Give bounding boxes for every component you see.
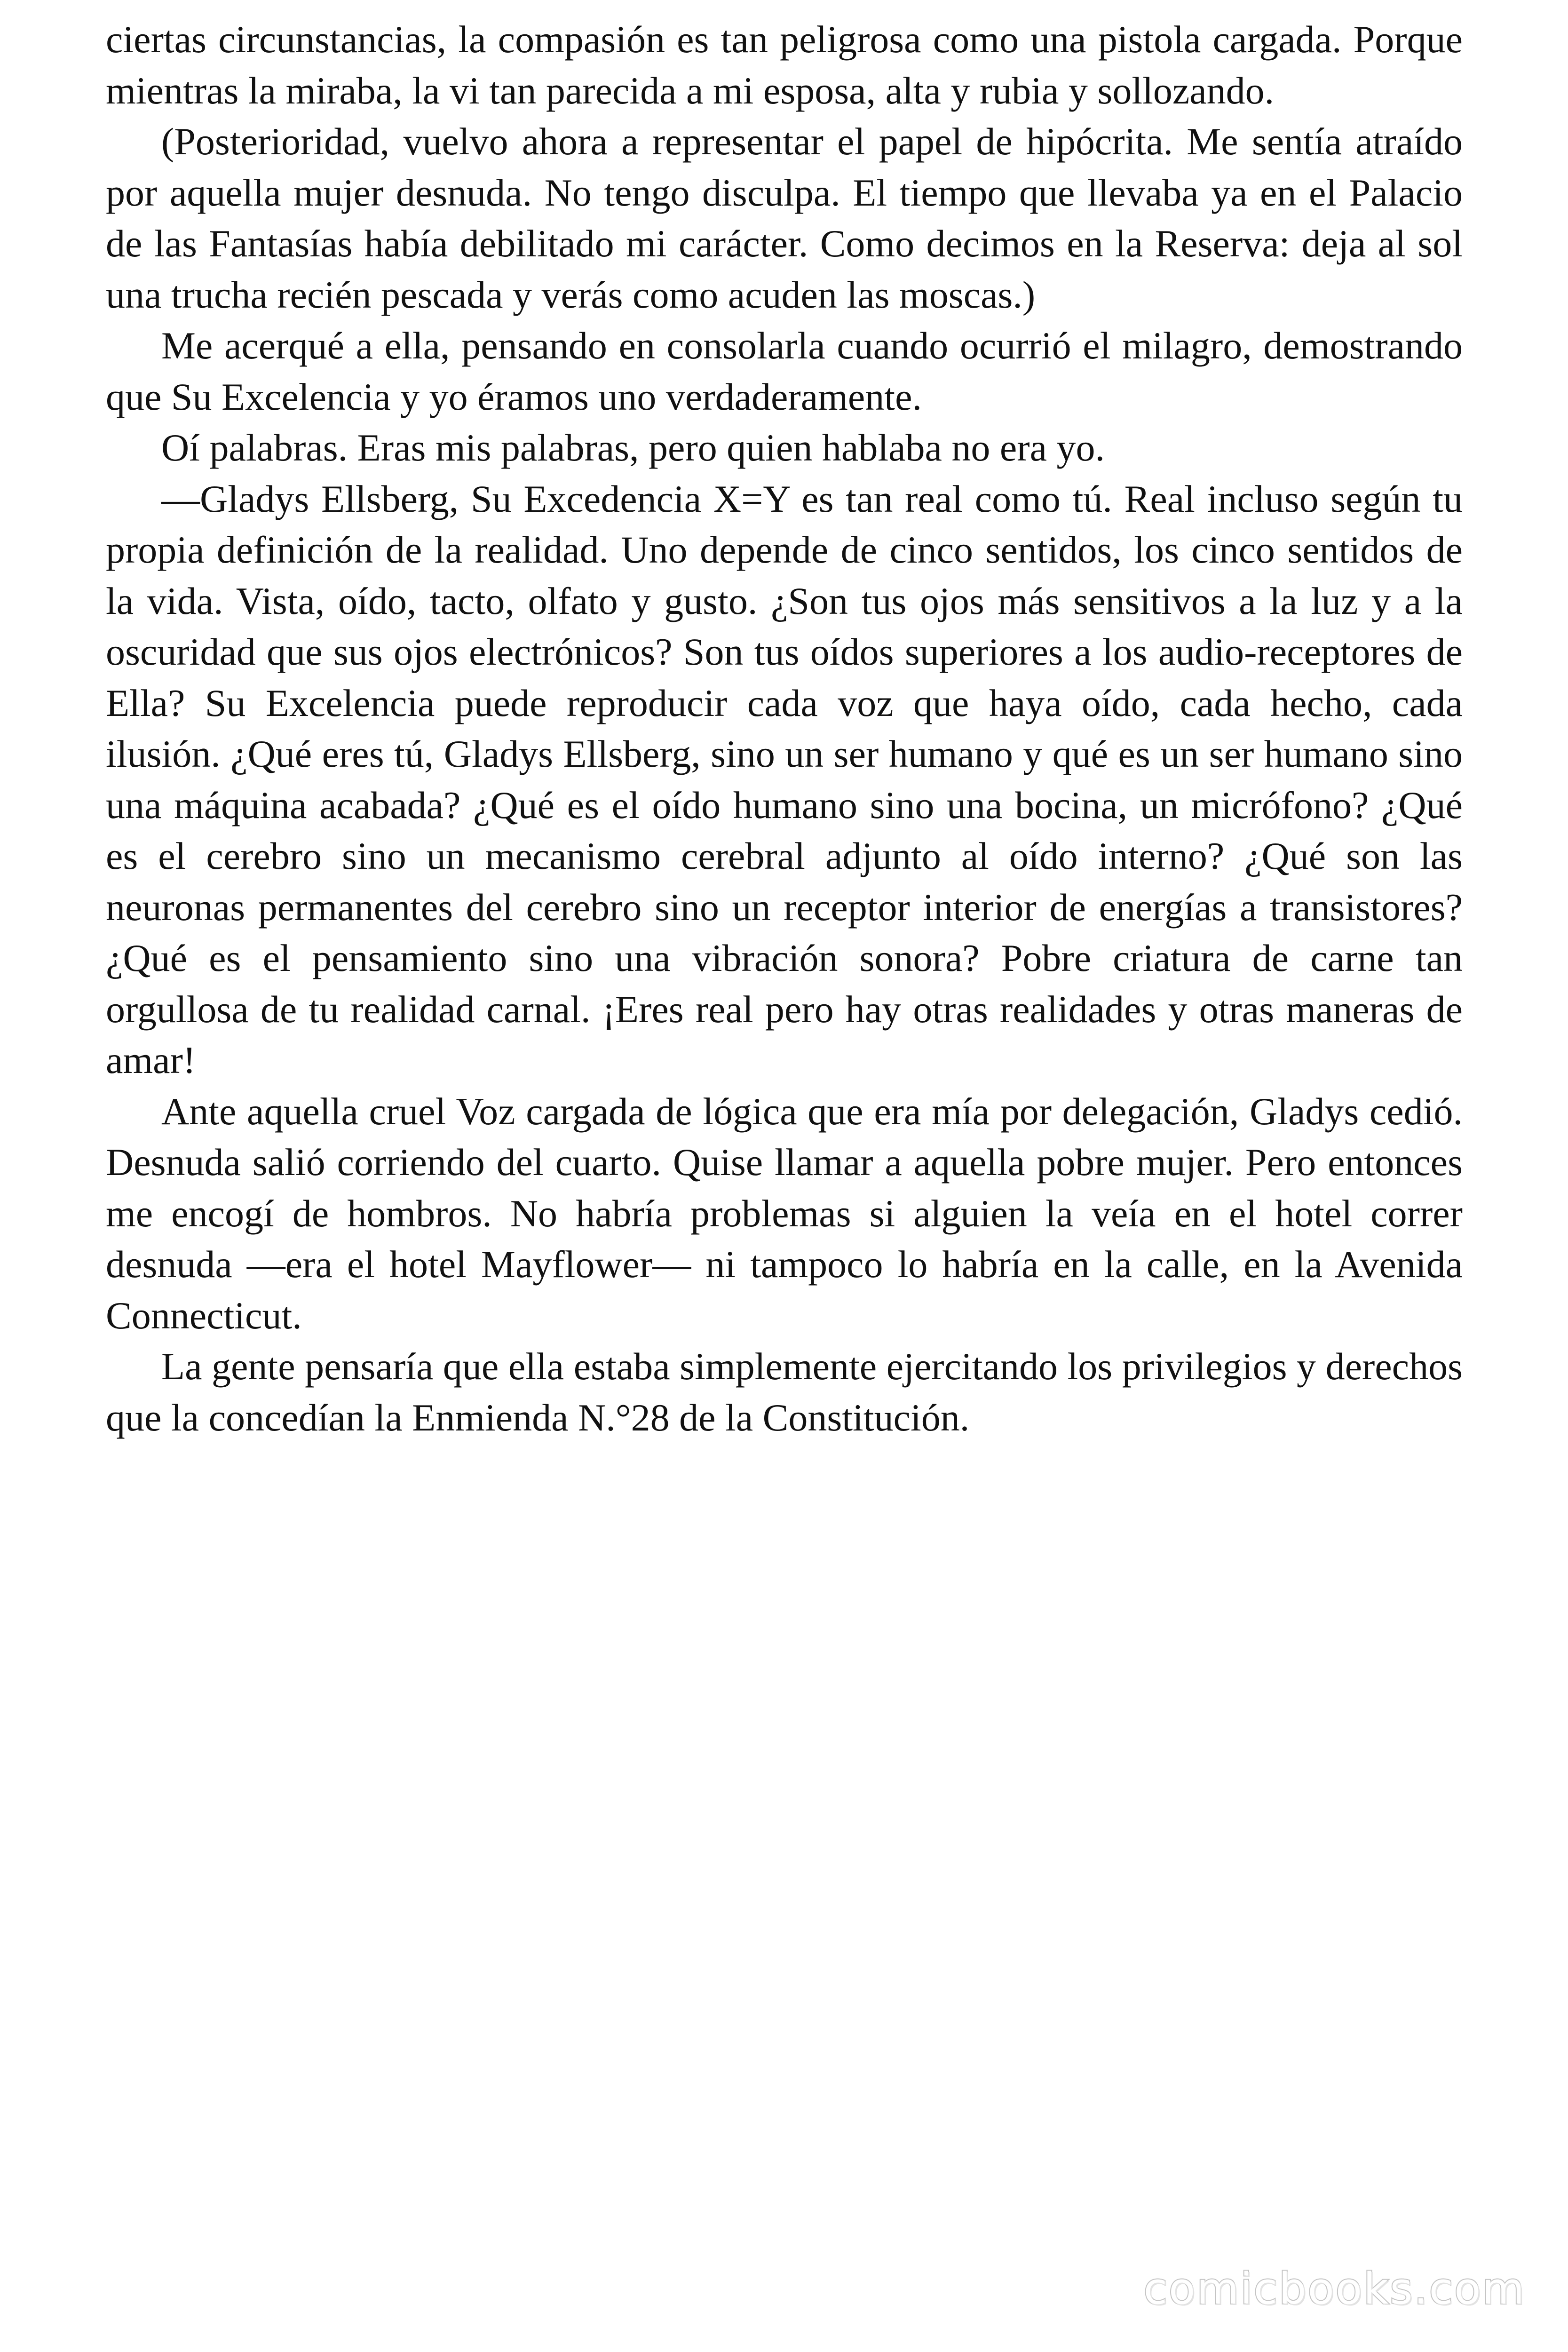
paragraph: Oí palabras. Eras mis palabras, pero quien hablaba no era yo. (161, 426, 1105, 469)
watermark: comicbooks.com (1143, 2264, 1526, 2314)
paragraph: —Gladys Ellsberg, Su Excedencia X=Y es tan real como tú. Real incluso según tu propia definición de la realidad. Uno depende de cinco sentidos, los cinco sentidos de la vida. Vista, oído, tacto, olfato y gusto. ¿Son tus ojos más sensitivos a la luz y a la oscuridad que sus ojos electrónicos? Son tus oídos superiores a los audio-receptores de Ella? Su Excelencia puede reproducir cada voz que haya oído, cada hecho, cada ilusión. ¿Qué eres tú, Gladys Ellsberg, sino un ser humano y qué es un ser humano sino una máquina acabada? ¿Qué es el oído humano sino una bocina, un micrófono? ¿Qué es el cerebro sino un mecanismo cerebral adjunto al oído interno? ¿Qué son las neuronas permanentes del cerebro sino un receptor interior de energías a transistores? ¿Qué es el pensamiento sino una vibración sonora? Pobre criatura de carne tan orgullosa de tu realidad carnal. ¡Eres real pero hay otras realidades y otras maneras de amar! (106, 477, 1463, 1081)
paragraph: La gente pensaría que ella estaba simplemente ejercitando los privilegios y derechos que la concedían la Enmienda N.°28 de la Constitución. (106, 1345, 1463, 1439)
paragraph: ciertas circunstancias, la compasión es tan peligrosa como una pistola cargada. Porque mientras la miraba, la vi tan parecida a mi esposa, alta y rubia y sollozando. (106, 18, 1463, 112)
paragraph: (Posterioridad, vuelvo ahora a representar el papel de hipócrita. Me sentía atraído por aquella mujer desnuda. No tengo disculpa. El tiempo que llevaba ya en el Palacio de las Fantasías había debilitado mi carácter. Como decimos en la Reserva: deja al sol una trucha recién pescada y verás como acuden las moscas.) (106, 120, 1463, 316)
paragraph: Me acerqué a ella, pensando en consolarla cuando ocurrió el milagro, demostrando que Su Excelencia y yo éramos uno verdaderamente. (106, 324, 1463, 418)
paragraph: Ante aquella cruel Voz cargada de lógica que era mía por delegación, Gladys cedió. Desnuda salió corriendo del cuarto. Quise llamar a aquella pobre mujer. Pero entonces me encogí de hombros. No habría problemas si alguien la veía en el hotel correr desnuda —era el hotel Mayflower— ni tampoco lo habría en la calle, en la Avenida Connecticut. (106, 1089, 1463, 1337)
body-text (106, 14, 1463, 1443)
